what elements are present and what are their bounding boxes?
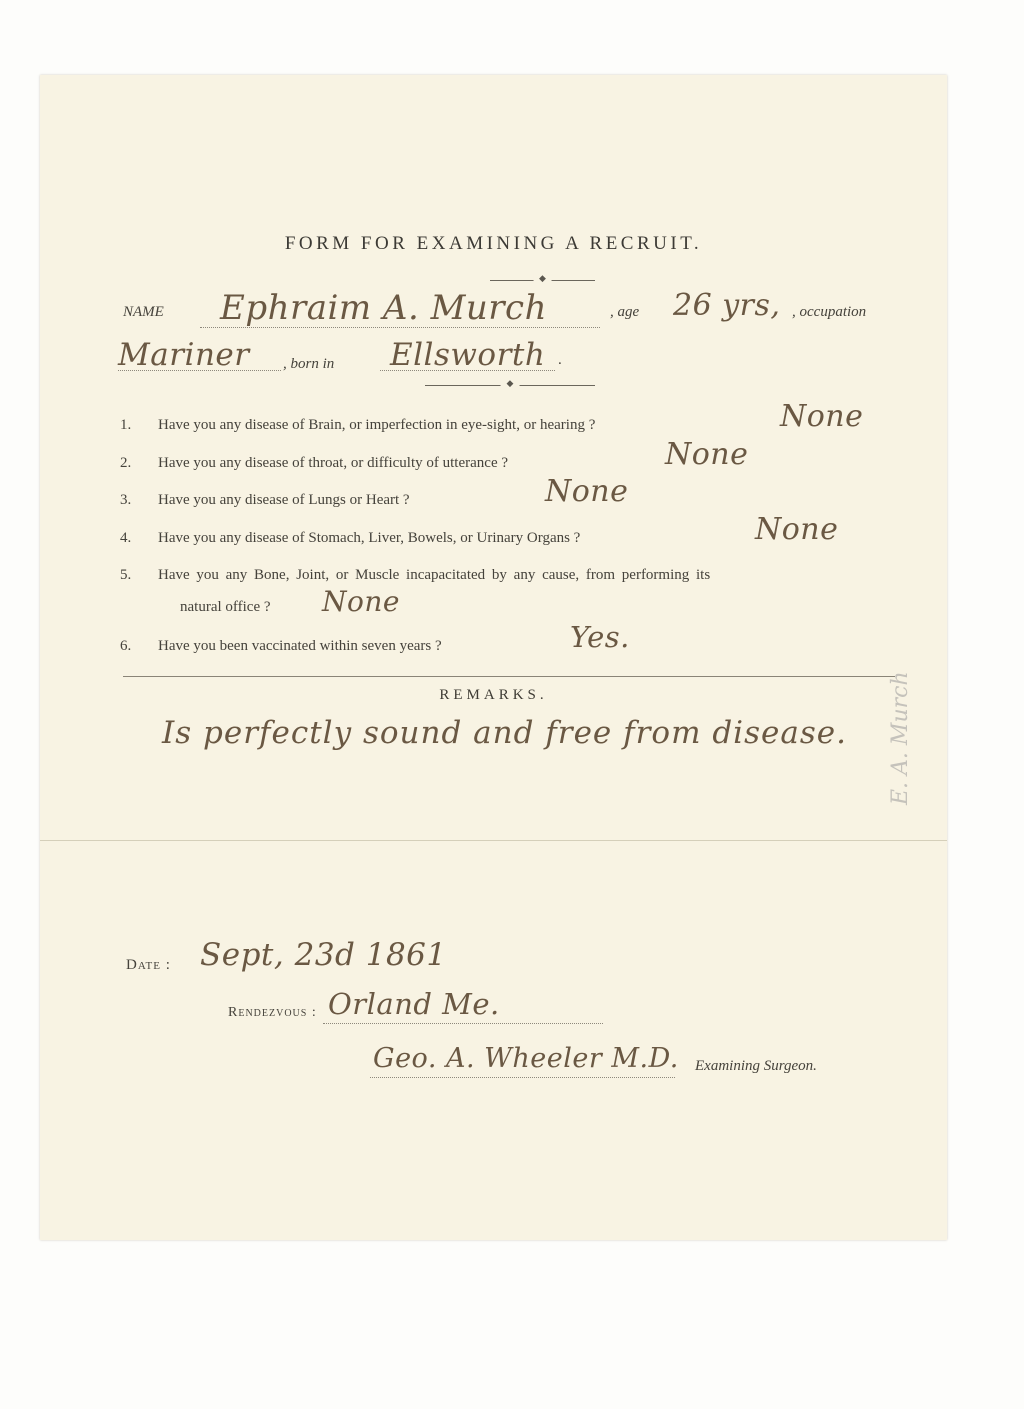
name-label: NAME	[123, 304, 164, 320]
question-answer: Yes.	[570, 620, 630, 654]
question-text-continued: natural office ?	[180, 599, 271, 615]
born-end-period: .	[558, 352, 562, 368]
rendezvous-underline	[323, 1023, 603, 1024]
question-answer: None	[545, 474, 629, 509]
occupation-value: Mariner	[118, 337, 250, 373]
born-underline	[380, 370, 555, 371]
question-text: Have you any disease of Stomach, Liver, Bowels, or Urinary Organs ?	[158, 530, 581, 546]
occupation-underline	[118, 370, 281, 371]
question-number: 4.	[120, 530, 132, 546]
question-text: Have you any Bone, Joint, or Muscle incapacitated by any cause, from performing its	[158, 567, 711, 583]
name-value: Ephraim A. Murch	[220, 288, 547, 328]
date-value: Sept, 23d 1861	[200, 937, 447, 973]
question-number: 2.	[120, 455, 132, 471]
question-number: 6.	[120, 638, 132, 654]
rendezvous-label: Rendezvous :	[228, 1005, 317, 1020]
margin-pencil-note: E. A. Murch	[888, 671, 913, 805]
title-ornament-divider	[490, 280, 595, 281]
age-value: 26 yrs,	[673, 288, 781, 323]
name-ornament-divider	[425, 385, 595, 386]
date-label: Date :	[126, 957, 171, 973]
question-answer: None	[755, 512, 839, 547]
question-text: Have you been vaccinated within seven years ?	[158, 638, 442, 654]
rendezvous-value: Orland Me.	[328, 987, 500, 1021]
question-text: Have you any disease of throat, or difficulty of utterance ?	[158, 455, 509, 471]
age-label: , age	[610, 304, 640, 320]
question-text: Have you any disease of Brain, or imperfection in eye-sight, or hearing ?	[158, 417, 596, 433]
question-number: 5.	[120, 567, 132, 583]
name-underline	[200, 327, 600, 328]
remarks-heading: REMARKS.	[439, 687, 548, 703]
question-answer: None	[665, 437, 749, 472]
question-number: 1.	[120, 417, 132, 433]
born-label: , born in	[283, 356, 335, 372]
question-answer: None	[322, 585, 400, 618]
occupation-label: , occupation	[792, 304, 867, 320]
surgeon-underline	[370, 1077, 675, 1078]
remarks-text: Is perfectly sound and free from disease.	[162, 715, 847, 751]
surgeon-label: Examining Surgeon.	[695, 1058, 817, 1074]
surgeon-signature: Geo. A. Wheeler M.D.	[373, 1043, 679, 1074]
question-text: Have you any disease of Lungs or Heart ?	[158, 492, 410, 508]
paper-fold-line	[40, 840, 947, 841]
born-value: Ellsworth	[390, 337, 546, 373]
remarks-divider	[123, 676, 895, 677]
form-title: FORM FOR EXAMINING A RECRUIT.	[284, 233, 703, 254]
question-number: 3.	[120, 492, 132, 508]
question-answer: None	[780, 399, 864, 434]
form-paper	[40, 75, 947, 1240]
